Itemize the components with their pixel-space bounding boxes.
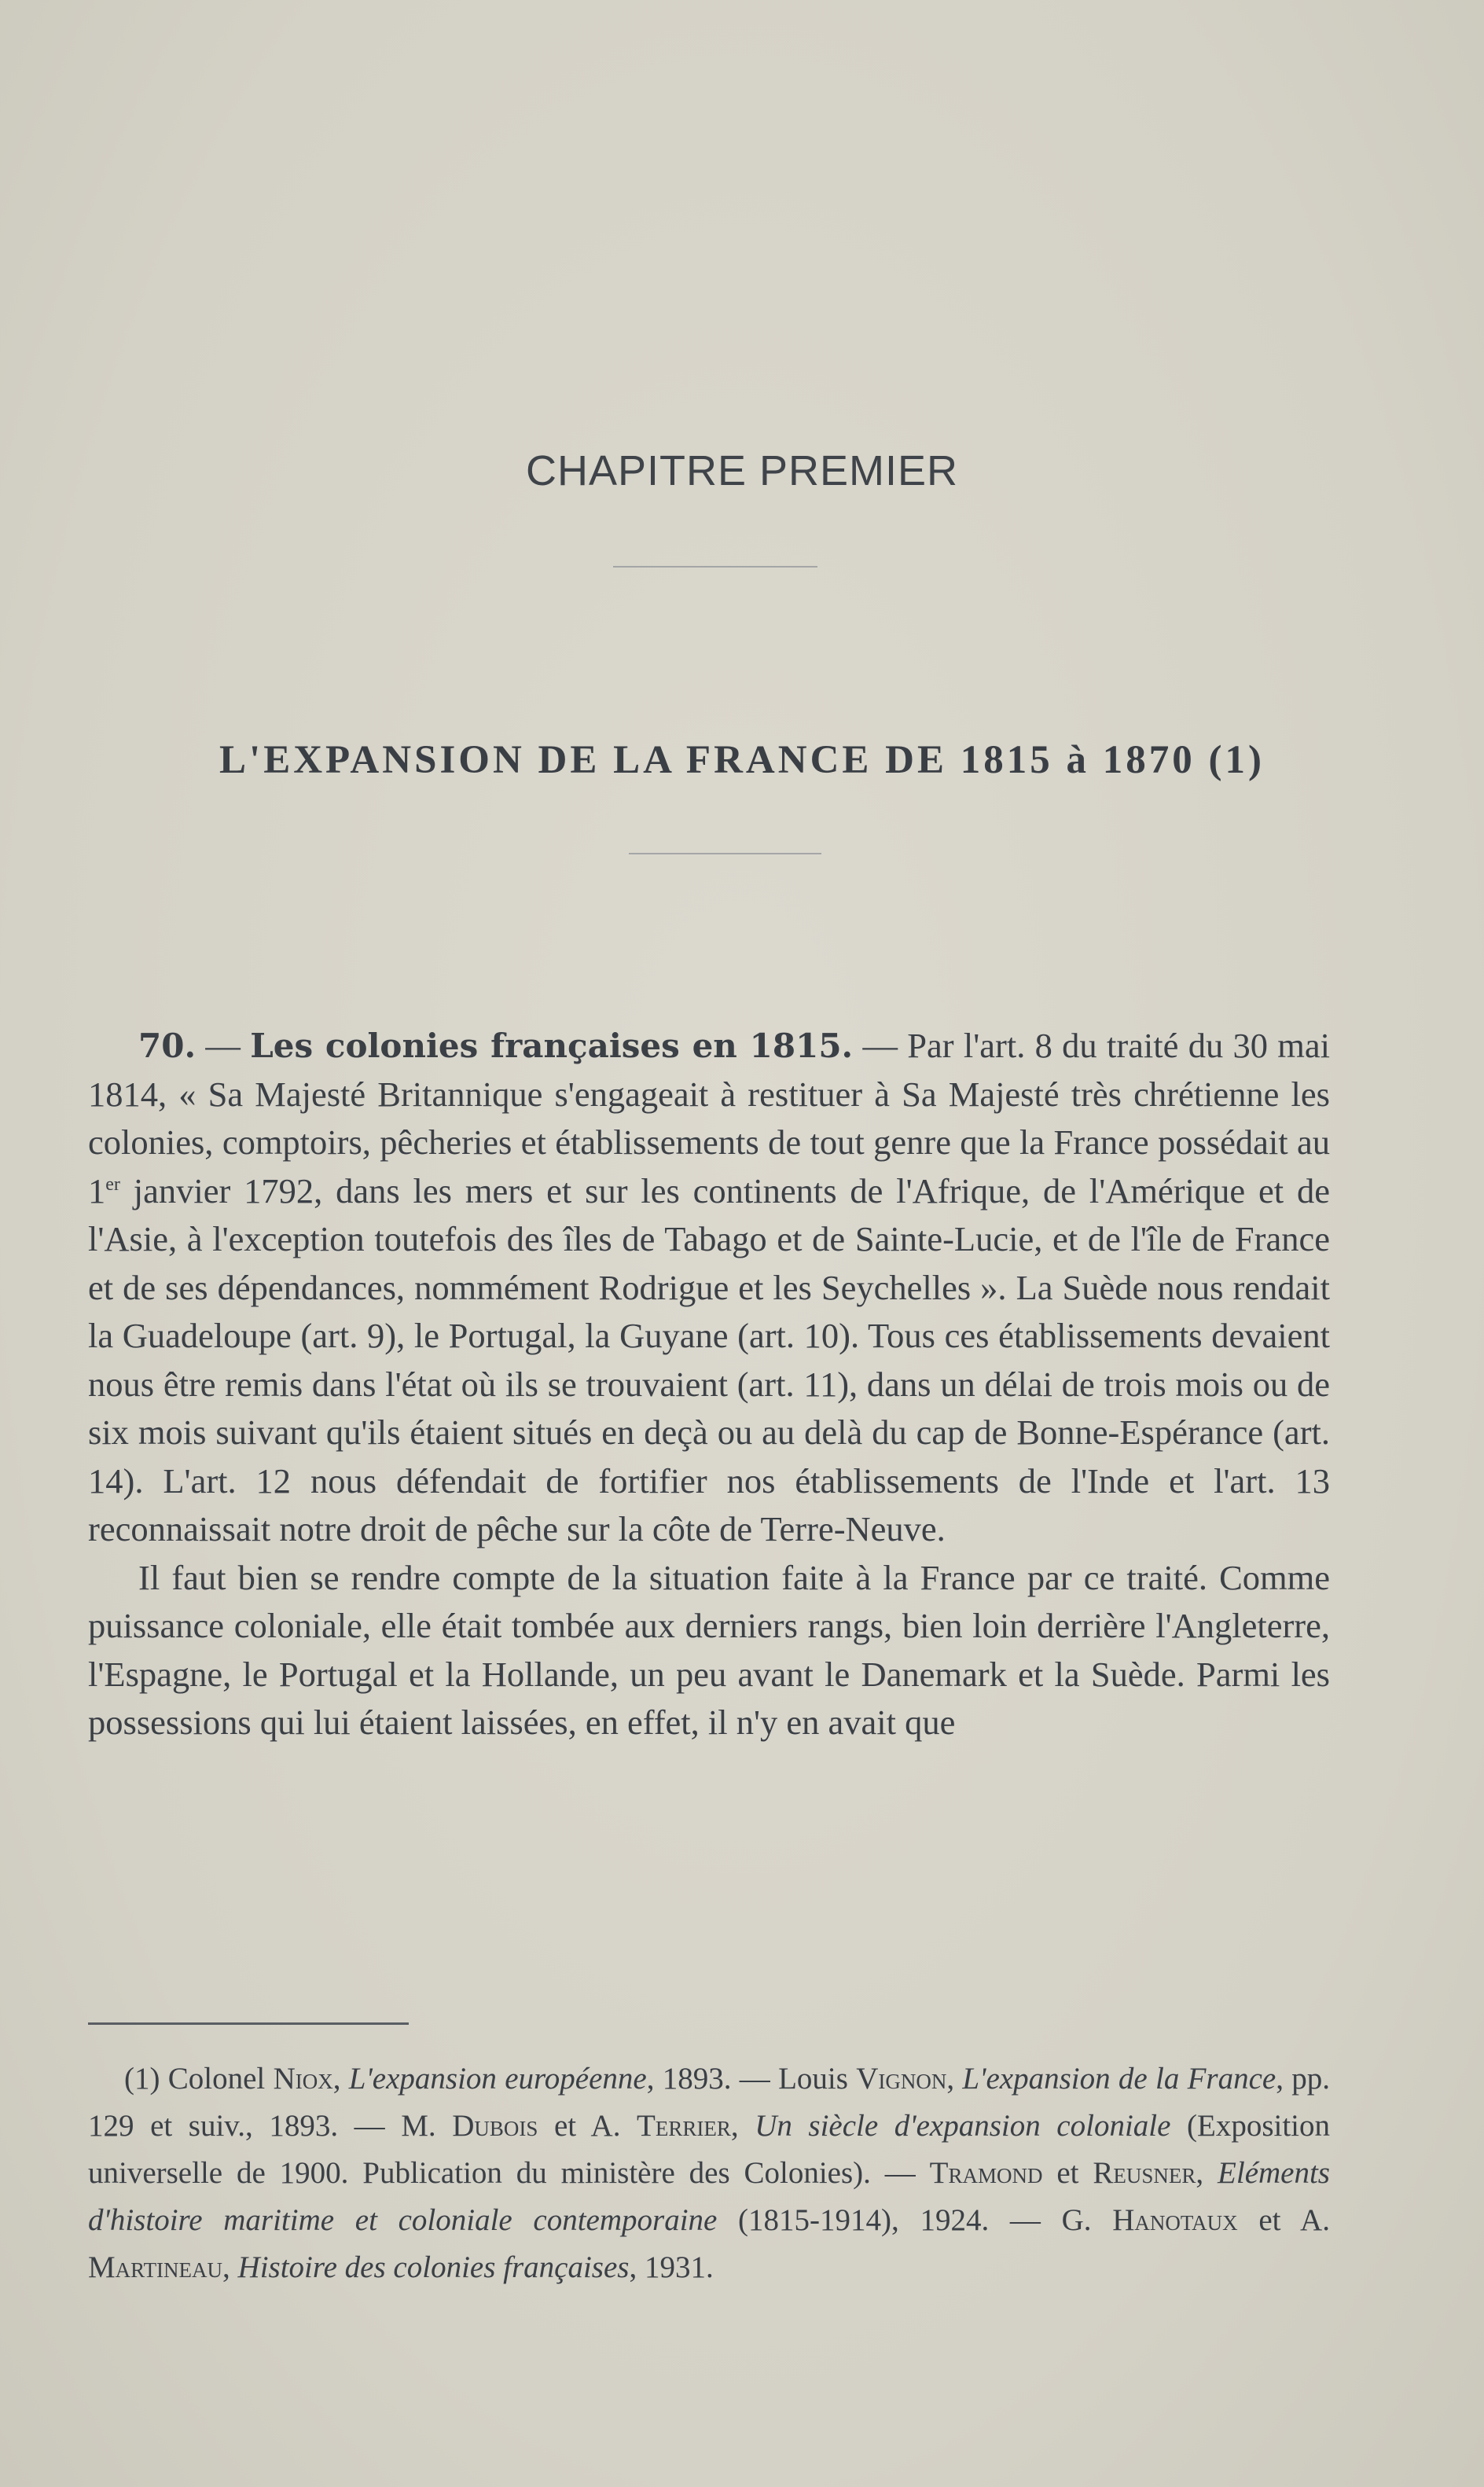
paragraph-1-text-b: janvier 1792, dans les mers et sur les continents de l'Afrique, de l'Amérique et de l'Asie, à l'exception toutefois des îles de Tabago et de Sainte-Lucie, et de l'île de France et de ses dépendances, nommément Rodrigue et les Seychelles ». La Suède nous rendait la Guadeloupe (art. 9), le Portugal, la Guyane (art. 10). Tous ces établissements devaient nous être remis dans l'état où ils se trouvaient (art. 11), dans un délai de trois mois ou de six mois suivant qu'ils étaient situés en deçà ou au delà du cap de Bonne-Espérance (art. 14). L'art. 12 nous défendait de fortifier nos établissements de l'Inde et l'art. 13 reconnaissait notre droit de pêche sur la côte de Terre-Neuve.	[88, 1170, 1330, 1548]
body-text	[88, 1022, 1330, 1747]
book-title: Eléments d'histoire maritime et coloniale contemporaine	[88, 2156, 1330, 2237]
book-title: L'expansion de la France	[962, 2062, 1276, 2096]
footnote-rule	[88, 2022, 409, 2025]
author-name: Vignon	[856, 2062, 947, 2096]
author-name: Reusner	[1093, 2156, 1196, 2190]
author-name: Tramond	[929, 2156, 1043, 2190]
book-title: Histoire des colonies françaises	[237, 2250, 630, 2284]
book-title: Un siècle d'expansion coloniale	[755, 2109, 1171, 2143]
footnote-text: ,	[1196, 2156, 1218, 2190]
section-dash: —	[196, 1026, 251, 1065]
author-name: Martineau	[88, 2250, 223, 2284]
ordinal-superscript: er	[105, 1174, 120, 1195]
paragraph-2: Il faut bien se rendre compte de la situation faite à la France par ce traité. Comme puissance coloniale, elle était tombée aux derniers rangs, bien loin derrière l'Angleterre, l'Espagne, le Portugal et la Hollande, un peu avant le Danemark et la Suède. Parmi les possessions qui lui étaient laissées, en effet, il n'y en avait que	[88, 1557, 1330, 1742]
paragraph-1	[88, 1022, 1330, 1554]
footnote-text: ,	[222, 2250, 238, 2284]
footnote-text: ,	[730, 2109, 755, 2143]
footnote-text: , 1893. — Louis	[646, 2062, 857, 2096]
footnote-text: et	[1042, 2156, 1093, 2190]
footnote-text: et A.	[1237, 2203, 1330, 2237]
chapter-heading: CHAPITRE PREMIER	[525, 447, 959, 494]
footnote-text: (1815-1914), 1924. — G.	[717, 2203, 1113, 2237]
footnote-text: ,	[332, 2062, 349, 2096]
author-name: Dubois	[452, 2109, 538, 2143]
footnote-text: (Exposition universelle de 1900. Publication du ministère des Colonies). —	[88, 2109, 1330, 2190]
book-title: L'expansion européenne	[348, 2062, 647, 2096]
footnote-marker: (1) Colonel	[124, 2062, 274, 2096]
section-dash-2: —	[853, 1026, 908, 1065]
author-name: Terrier	[637, 2109, 731, 2143]
footnote-text: , 1931.	[629, 2250, 714, 2284]
author-name: Hanotaux	[1112, 2203, 1238, 2237]
footnote-text: et A.	[538, 2109, 637, 2143]
footnote-text: ,	[946, 2062, 963, 2096]
footnote-text: , pp. 129 et suiv., 1893. — M.	[88, 2062, 1331, 2143]
title-rule	[629, 853, 821, 854]
footnote	[88, 2055, 1330, 2291]
paragraph-1-text-a: Par l'art. 8 du traité du 30 mai 1814, « Sa Majesté Britannique s'engageait à restituer à Sa Majesté très chrétienne les colonies, comptoirs, pêcheries et établissements de tout genre que la France possédait au 1	[88, 1026, 1331, 1210]
section-title: Les colonies françaises en 1815.	[250, 1027, 854, 1065]
chapter-title: L'EXPANSION DE LA FRANCE DE 1815 à 1870 (1)	[219, 738, 1265, 782]
section-number: 70.	[138, 1027, 197, 1065]
ornament-rule	[613, 566, 817, 568]
author-name: Niox	[273, 2062, 333, 2096]
